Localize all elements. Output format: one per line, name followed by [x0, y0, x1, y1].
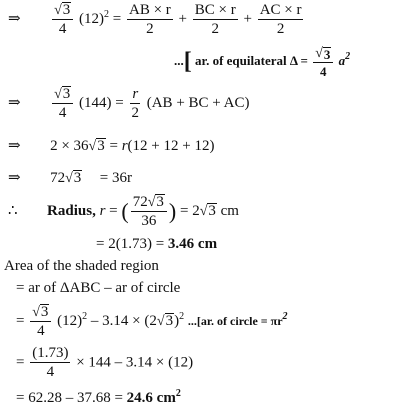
line-10: = √ 3 4 $(12)^2 - 3.14 \times (2$ √ 3 )$^2$ ...[ar. of circle = $\pi r^2$ [16, 304, 288, 339]
line-5: ⇒ 72 √ 3 = 36r [8, 170, 132, 186]
line-7: = 2(1.73) = 3.46 cm [96, 236, 218, 252]
line-11: = $\frac{(1.73)}{4}$ × 144 – 3.14 × (12) [16, 345, 194, 380]
line-8: Area of the shaded region [4, 258, 159, 274]
line-1: ⇒ √ 3 4 $(12)^2$ = $\frac{AB \times r}{2}$ + $\frac{BC \times r}{2}$ + $\frac{AC \times r}{2}$ [8, 1, 302, 37]
fraction-ab-r: $\frac{AB \times r}{2}$ [128, 1, 171, 37]
root3-over-4-note: √ 3 4 [313, 46, 333, 78]
line-4: ⇒ 2 × 36 √ 3 = r(12 + 12 + 12) [8, 138, 215, 154]
implies-symbol: ⇒ [8, 10, 21, 27]
line-9: = ar of ΔABC – ar of circle [16, 280, 181, 296]
twelve-squared: $(12)^2$ [79, 8, 110, 27]
root3-over-4: √ 3 4 [52, 2, 73, 37]
line-6-radius: ∴ Radius, r = ( 72 √ 3 36 ) = 2 √ 3 cm [8, 194, 239, 229]
fraction-bc-r: $\frac{BC \times r}{2}$ [194, 1, 236, 37]
line-12: = 62.28 – 37.68 = 24.6 $cm^2$ [16, 388, 181, 406]
fraction-ac-r: $\frac{AC \times r}{2}$ [259, 1, 302, 37]
line-2-note: ...[ ar. of equilateral Δ = √ 3 4 $a^2$ [174, 46, 351, 79]
line-3: ⇒ √ 3 4 (144) = $\frac{r}{2}$ (AB + BC + AC) [8, 85, 250, 121]
